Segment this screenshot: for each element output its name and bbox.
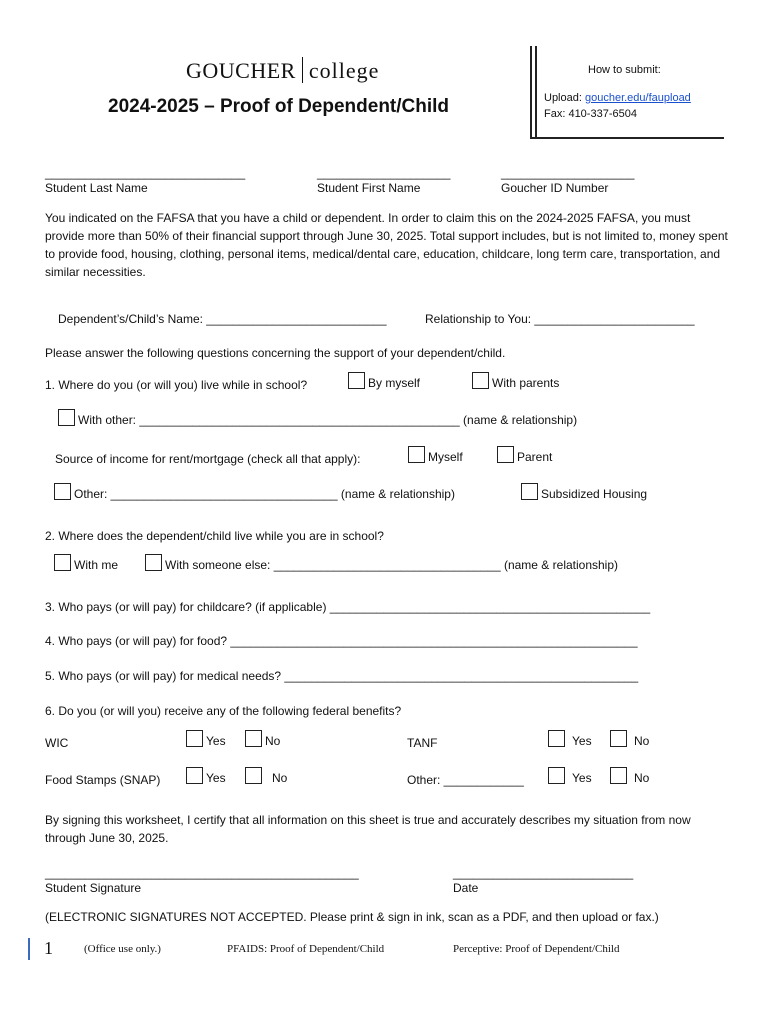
checkbox[interactable] <box>245 767 262 784</box>
certify-text: By signing this worksheet, I certify that all information on this sheet is true and accurately describes my situation from now through June 30, 2025. <box>45 813 691 845</box>
checkbox[interactable] <box>548 767 565 784</box>
how-to-submit: How to submit: <box>588 64 661 76</box>
signature-label: Student Signature <box>45 881 142 895</box>
checkbox[interactable] <box>186 730 203 747</box>
tanf-no[interactable]: No <box>610 730 649 748</box>
checkbox[interactable] <box>54 554 71 571</box>
last-name-label: Student Last Name <box>45 181 148 195</box>
goucher-logo <box>186 57 379 84</box>
first-name-label: Student First Name <box>317 181 421 195</box>
snap-no[interactable]: No <box>245 767 287 785</box>
income-option-parent[interactable]: Parent <box>497 446 552 464</box>
header-bottom-rule <box>530 137 724 139</box>
checkbox[interactable] <box>610 767 627 784</box>
checkbox[interactable] <box>145 554 162 571</box>
checkbox[interactable] <box>58 409 75 426</box>
tanf-yes[interactable]: Yes <box>548 730 592 748</box>
other-no[interactable]: No <box>610 767 649 785</box>
checkbox[interactable] <box>54 483 71 500</box>
q2-option-with-me[interactable]: With me <box>54 554 118 572</box>
last-name-line[interactable]: ______________________________ <box>45 166 246 180</box>
checkbox[interactable] <box>548 730 565 747</box>
checkbox[interactable] <box>521 483 538 500</box>
snap-yes[interactable]: Yes <box>186 767 226 785</box>
income-option-other[interactable]: Other: __________________________________ (name & relationship) <box>54 483 455 501</box>
checkbox[interactable] <box>472 372 489 389</box>
upload-info <box>544 92 691 104</box>
questions-intro: Please answer the following questions concerning the support of your dependent/child. <box>45 346 506 360</box>
q4-field[interactable]: 4. Who pays (or will pay) for food? _____________________________________________________________ <box>45 634 638 648</box>
q1-option-myself[interactable]: By myself <box>348 372 420 390</box>
q6-text: 6. Do you (or will you) receive any of the following federal benefits? <box>45 704 402 718</box>
date-line[interactable]: ___________________________ <box>453 866 634 880</box>
date-label: Date <box>453 881 479 895</box>
checkbox[interactable] <box>348 372 365 389</box>
pfaids-label: PFAIDS: Proof of Dependent/Child <box>227 943 385 955</box>
relationship-field[interactable]: Relationship to You: ________________________ <box>425 312 695 326</box>
snap-label: Food Stamps (SNAP) <box>45 773 161 787</box>
header-divider-right <box>535 46 537 138</box>
other-yes[interactable]: Yes <box>548 767 592 785</box>
q2-option-someone-else[interactable]: With someone else: __________________________________ (name & relationship) <box>145 554 618 572</box>
q1-option-other[interactable]: With other: ________________________________________________ (name & relationship) <box>58 409 577 427</box>
signature-line[interactable]: _______________________________________________ <box>45 866 359 880</box>
wic-label: WIC <box>45 736 69 750</box>
office-use-label: (Office use only.) <box>84 943 161 955</box>
page-title: 2024-2025 – Proof of Dependent/Child <box>108 96 450 117</box>
q1-option-parents[interactable]: With parents <box>472 372 559 390</box>
wic-yes[interactable]: Yes <box>186 730 226 748</box>
q3-field[interactable]: 3. Who pays (or will pay) for childcare? (if applicable) ________________________________________________ <box>45 600 651 614</box>
checkbox[interactable] <box>186 767 203 784</box>
page-number: 1 <box>44 938 53 958</box>
header-divider-left <box>530 46 532 138</box>
footer-accent-bar <box>28 938 30 960</box>
q2-text: 2. Where does the dependent/child live while you are in school? <box>45 529 384 543</box>
other-benefit-field[interactable]: Other: ____________ <box>407 773 524 787</box>
checkbox[interactable] <box>610 730 627 747</box>
logo-divider <box>302 57 303 83</box>
checkbox[interactable] <box>245 730 262 747</box>
q1-text: 1. Where do you (or will you) live while in school? <box>45 378 308 392</box>
intro-paragraph: You indicated on the FAFSA that you have a child or dependent. In order to claim this on the 2024-2025 FAFSA, you must provide more than 50% of their financial support through June 30, 2025. Total support includes, but is not limited to, money spent to provide food, housing, clothing, personal items, medical/dental care, education, childcare, long term care, transportation, and similar necessities. <box>45 211 728 279</box>
income-option-subsidized[interactable]: Subsidized Housing <box>521 483 647 501</box>
q5-field[interactable]: 5. Who pays (or will pay) for medical needs? _____________________________________________________ <box>45 669 639 683</box>
upload-label: Upload: <box>544 92 585 104</box>
electronic-signature-notice: (ELECTRONIC SIGNATURES NOT ACCEPTED. Please print & sign in ink, scan as a PDF, and then upload or fax.) <box>45 910 659 924</box>
checkbox[interactable] <box>497 446 514 463</box>
perceptive-label: Perceptive: Proof of Dependent/Child <box>453 943 620 955</box>
upload-link[interactable]: goucher.edu/faupload <box>584 92 691 104</box>
wic-no[interactable]: No <box>245 730 280 748</box>
income-option-myself[interactable]: Myself <box>408 446 463 464</box>
income-text: Source of income for rent/mortgage (check all that apply): <box>55 452 361 466</box>
logo-main-text: GOUCHER <box>186 58 296 83</box>
tanf-label: TANF <box>407 736 438 750</box>
logo-sub-text: college <box>308 58 380 83</box>
first-name-line[interactable]: ____________________ <box>317 166 451 180</box>
checkbox[interactable] <box>408 446 425 463</box>
dependent-name-field[interactable]: Dependent’s/Child’s Name: ___________________________ <box>58 312 387 326</box>
id-number-line[interactable]: ____________________ <box>501 166 635 180</box>
id-number-label: Goucher ID Number <box>501 181 609 195</box>
fax-number: Fax: 410-337-6504 <box>544 108 637 120</box>
